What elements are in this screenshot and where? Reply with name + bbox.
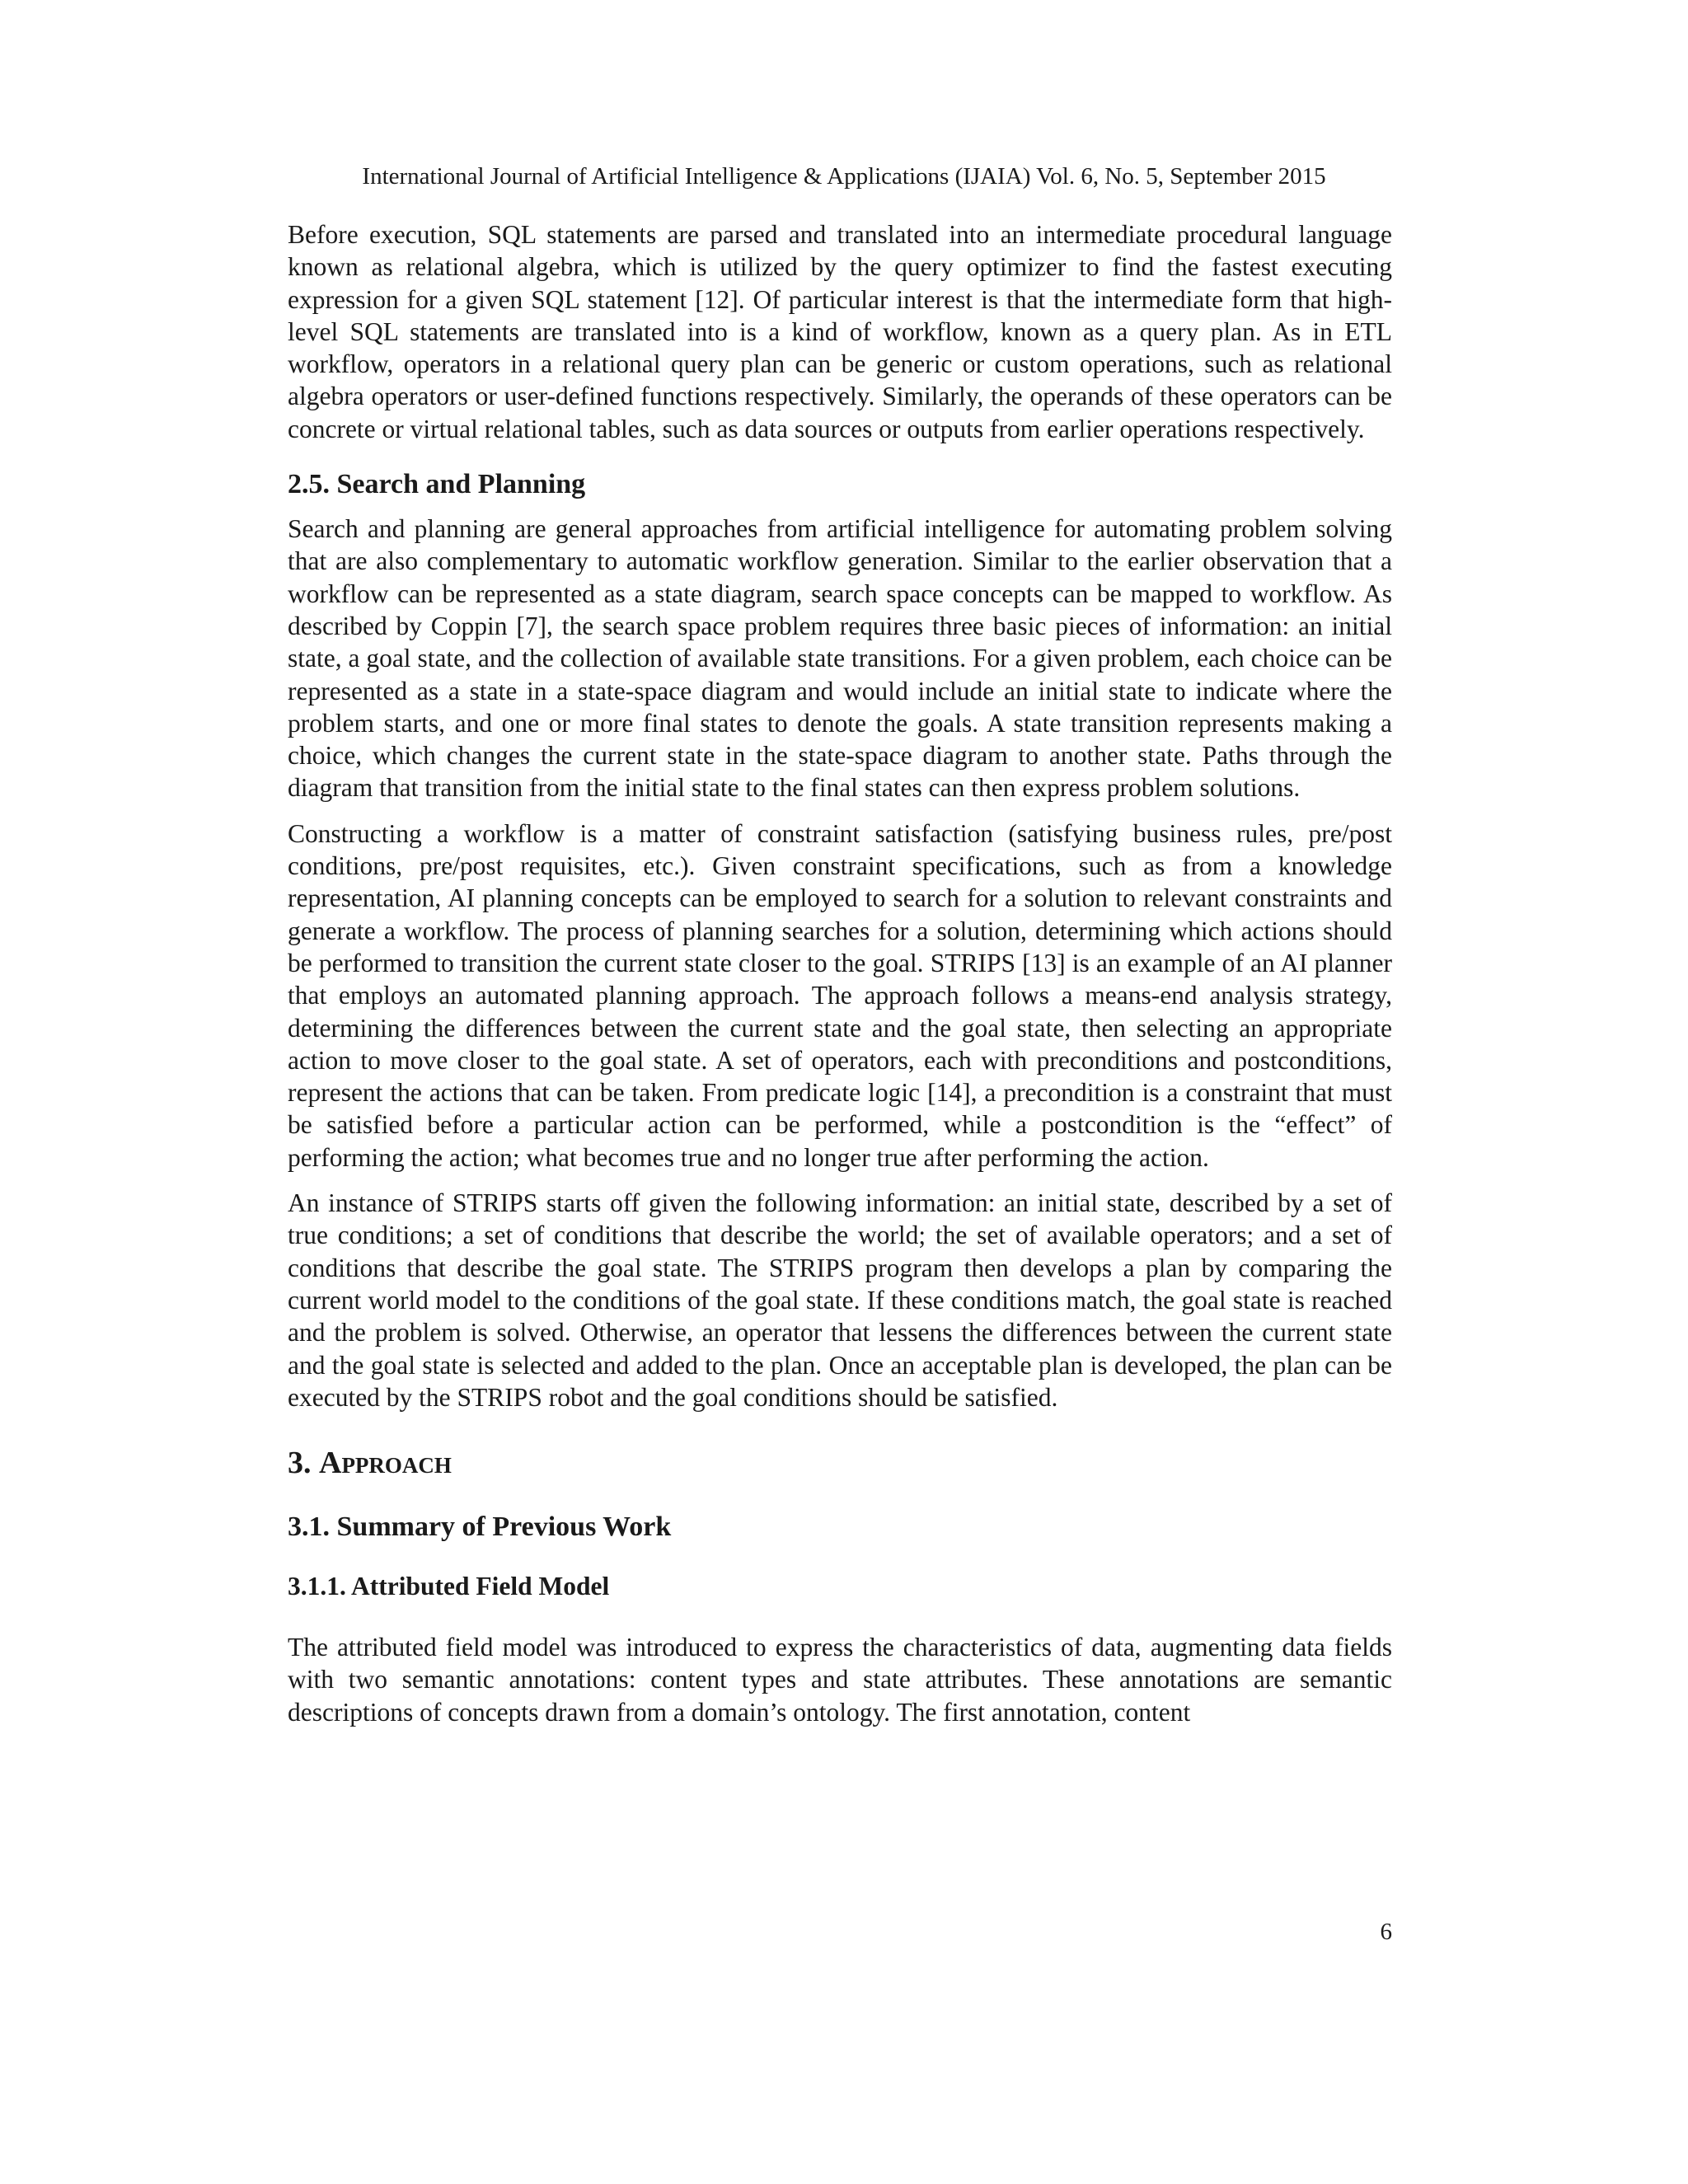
heading-attributed-field-model: 3.1.1. Attributed Field Model [288,1572,610,1601]
heading-search-and-planning: 2.5. Search and Planning [288,469,586,500]
paragraph-search-space: Search and planning are general approaches from artificial intelligence for automating problem solving that are also complementary to automatic workflow generation. Similar to the earlier observation that a workflow can be represented as a state diagram, search space concepts can be mapped to workflow. As described by Coppin [7], the search space problem requires three basic pieces of information: an initial state, a goal state, and the collection of available state transitions. For a given problem, each choice can be represented as a state in a state-space diagram and would include an initial state to indicate where the problem starts, and one or more final states to denote the goals. A state transition represents making a choice, which changes the current state in the state-space diagram to another state. Paths through the diagram that transition from the initial state to the final states can then express problem solutions. [288,514,1392,803]
heading-approach-number: 3. [288,1446,319,1481]
paragraph-strips-instance: An instance of STRIPS starts off given the following information: an initial state, described by a set of true conditions; a set of conditions that describe the world; the set of available operators; and a set of conditions that describe the goal state. The STRIPS program then develops a plan by comparing the current world model to the conditions of the goal state. If these conditions match, the goal state is reached and the problem is solved. Otherwise, an operator that lessens the differences between the current state and the goal state is selected and added to the plan. Once an acceptable plan is developed, the plan can be executed by the STRIPS robot and the goal conditions should be satisfied. [288,1188,1392,1412]
paragraph-query-plan: Before execution, SQL statements are parsed and translated into an intermediate procedural language known as relational algebra, which is utilized by the query optimizer to find the fastest executing expression for a given SQL statement [12]. Of particular interest is that the intermediate form that high-level SQL statements are translated into is a kind of workflow, known as a query plan. As in ETL workflow, operators in a relational query plan can be generic or custom operations, such as relational algebra operators or user-defined functions respectively. Similarly, the operands of these operators can be concrete or virtual relational tables, such as data sources or outputs from earlier operations respectively. [288,220,1392,443]
page-content [288,218,1392,1728]
running-header: International Journal of Artificial Intelligence & Applications (IJAIA) Vol. 6, No. 5, September 2015 [362,163,1326,190]
heading-approach-text: Approach [319,1446,452,1481]
heading-approach [288,1445,1392,1481]
paragraph-attributed-field-model: The attributed field model was introduced to express the characteristics of data, augmenting data fields with two semantic annotations: content types and state attributes. These annotations are semantic descriptions of concepts drawn from a domain’s ontology. The first annotation, content [288,1633,1392,1727]
paragraph-constraint-satisfaction: Constructing a workflow is a matter of constraint satisfaction (satisfying business rules, pre/post conditions, pre/post requisites, etc.). Given constraint specifications, such as from a knowledge representation, AI planning concepts can be employed to search for a solution to relevant constraints and generate a workflow. The process of planning searches for a solution, determining which actions should be performed to transition the current state closer to the goal. STRIPS [13] is an example of an AI planner that employs an automated planning approach. The approach follows a means-end analysis strategy, determining the differences between the current state and the goal state, then selecting an appropriate action to move closer to the goal state. A set of operators, each with preconditions and postconditions, represent the actions that can be taken. From predicate logic [14], a precondition is a constraint that must be satisfied before a particular action can be performed, while a postcondition is the “effect” of performing the action; what becomes true and no longer true after performing the action. [288,818,1392,1172]
page-number: 6 [1380,1919,1392,1945]
heading-summary-previous-work: 3.1. Summary of Previous Work [288,1511,672,1543]
